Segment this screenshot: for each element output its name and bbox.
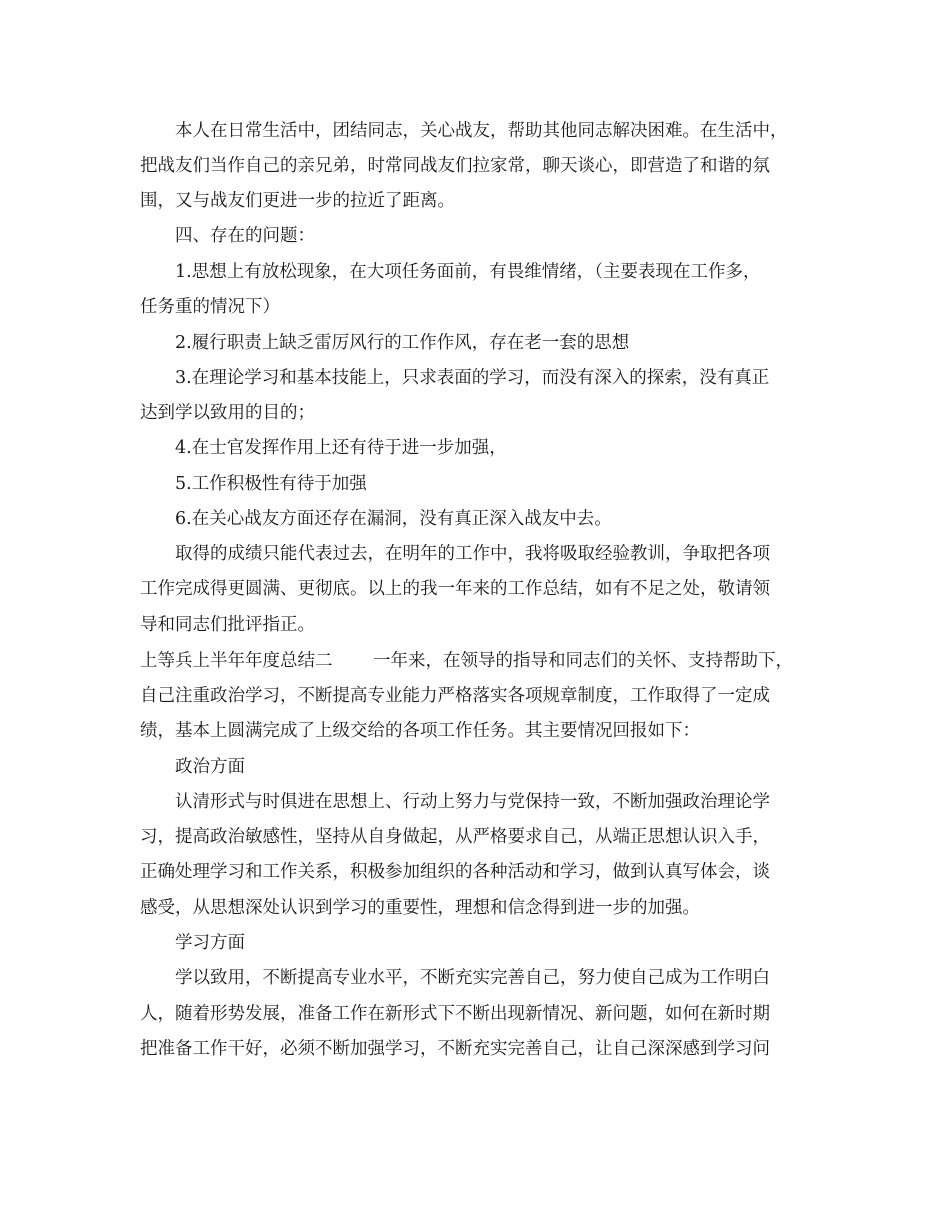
paragraph-line: 把准备工作干好，必须不断加强学习，不断充实完善自己，让自己深深感到学习问 [140, 1039, 770, 1059]
paragraph-line: 自己注重政治学习，不断提高专业能力严格落实各项规章制度，工作取得了一定成 [140, 686, 770, 706]
list-item: 1.思想上有放松现象，在大项任务面前，有畏维情绪，（主要表现在工作多， [175, 262, 761, 282]
section-heading: 政治方面 [175, 757, 245, 777]
paragraph-line: 人，随着形势发展，准备工作在新形式下不断出现新情况、新问题，如何在新时期 [140, 1004, 770, 1024]
list-item: 5.工作积极性有待于加强 [175, 474, 367, 494]
list-item-continued: 达到学以致用的目的； [140, 403, 315, 423]
paragraph-line: 围，又与战友们更进一步的拉近了距离。 [140, 191, 455, 211]
paragraph-line: 绩，基本上圆满完成了上级交给的各项工作任务。其主要情况回报如下： [140, 721, 700, 741]
list-item: 2.履行职责上缺乏雷厉风行的工作作风，存在老一套的思想 [175, 333, 630, 353]
paragraph-line: 导和同志们批评指正。 [140, 615, 315, 635]
paragraph-line: 把战友们当作自己的亲兄弟，时常同战友们拉家常，聊天谈心，即营造了和谐的氛 [140, 156, 770, 176]
paragraph-line: 本人在日常生活中，团结同志，关心战友，帮助其他同志解决困难。在生活中， [175, 121, 788, 141]
list-item: 3.在理论学习和基本技能上，只求表面的学习，而没有深入的探索，没有真正 [175, 368, 770, 388]
paragraph-line: 认清形式与时俱进在思想上、行动上努力与党保持一致，不断加强政治理论学 [175, 792, 770, 812]
list-item-continued: 任务重的情况下） [140, 297, 280, 317]
paragraph-line: 习，提高政治敏感性，坚持从自身做起，从严格要求自己，从端正思想认识入手， [140, 827, 770, 847]
list-item: 6.在关心战友方面还存在漏洞，没有真正深入战友中去。 [175, 509, 612, 529]
paragraph-line: 学以致用，不断提高专业水平，不断充实完善自己，努力使自己成为工作明白 [175, 968, 770, 988]
section-heading: 学习方面 [175, 933, 245, 953]
paragraph-line: 取得的成绩只能代表过去，在明年的工作中，我将吸取经验教训，争取把各项 [175, 544, 770, 564]
paragraph-line: 上等兵上半年年度总结二 一年来，在领导的指导和同志们的关怀、支持帮助下， [140, 651, 794, 671]
list-item: 4.在士官发挥作用上还有待于进一步加强， [175, 438, 507, 458]
section-heading: 四、存在的问题： [175, 226, 315, 246]
paragraph-line: 感受，从思想深处认识到学习的重要性，理想和信念得到进一步的加强。 [140, 898, 700, 918]
paragraph-line: 工作完成得更圆满、更彻底。以上的我一年来的工作总结，如有不足之处，敬请领 [140, 579, 770, 599]
paragraph-line: 正确处理学习和工作关系，积极参加组织的各种活动和学习，做到认真写体会，谈 [140, 862, 770, 882]
